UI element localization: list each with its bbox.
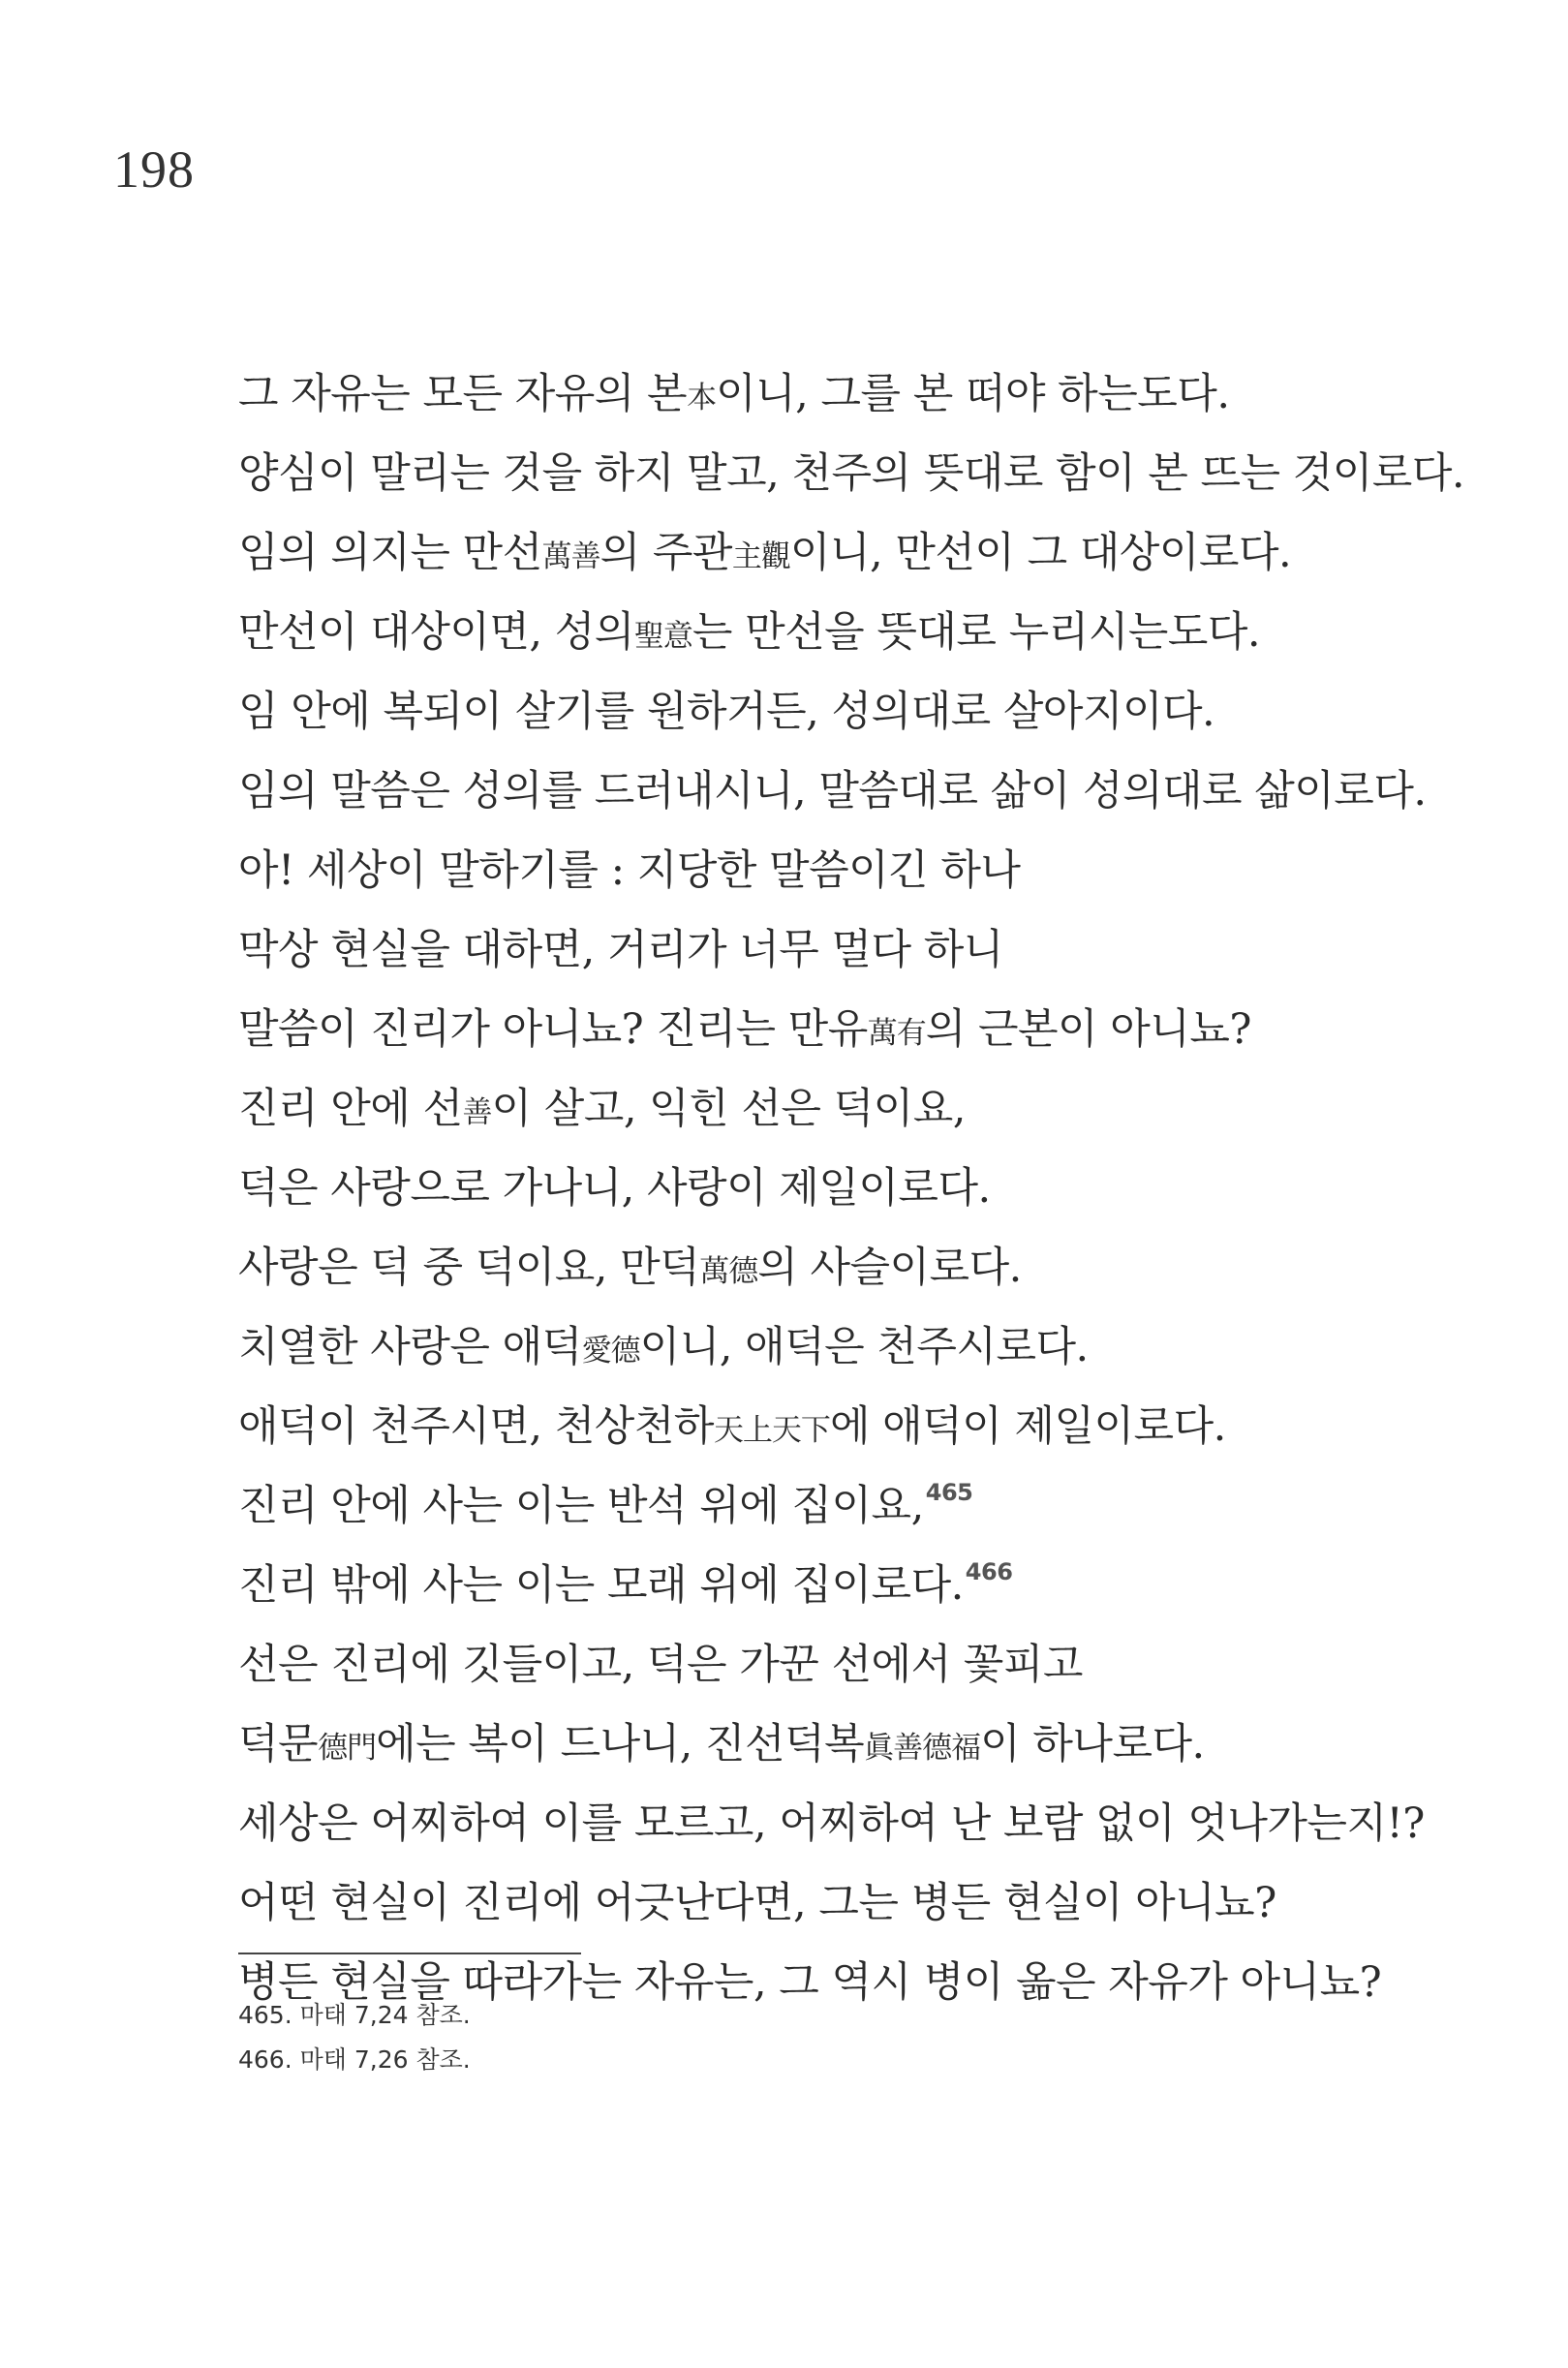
poem-line	[238, 1466, 1488, 1546]
line-text: 임 안에 복되이 살기를 원하거든, 성의대로 살아지이다.	[238, 688, 1215, 736]
hanja-gloss: 德門	[318, 1731, 377, 1766]
hanja-gloss: 本	[687, 381, 717, 415]
line-text: 선은 진리에 깃들이고, 덕은 가꾼 선에서 꽃피고	[238, 1641, 1083, 1689]
line-text: 이니, 애덕은 천주시로다.	[639, 1323, 1089, 1371]
poem-body	[238, 354, 1488, 2022]
line-text: 덕문	[238, 1720, 319, 1768]
poem-line	[238, 1863, 1488, 1943]
line-text: 말씀이 진리가 아니뇨? 진리는 만유	[238, 1005, 868, 1054]
footnote-marker: 466	[965, 1558, 1013, 1585]
line-text: 양심이 말리는 것을 하지 말고, 천주의 뜻대로 함이 본 뜨는 것이로다.	[238, 449, 1465, 498]
poem-line	[238, 1705, 1488, 1784]
footnote-465: 465. 마태 7,24 참조.	[238, 2001, 471, 2029]
line-text: 병든 현실을 따라가는 자유는, 그 역시 병이 옮은 자유가 아니뇨?	[238, 1958, 1382, 2007]
poem-line	[238, 672, 1488, 752]
poem-line	[238, 513, 1488, 593]
poem-line	[238, 1625, 1488, 1705]
footnote-marker: 465	[925, 1479, 973, 1506]
footnotes	[238, 1993, 471, 2082]
line-text: 는 만선을 뜻대로 누리시는도다.	[692, 608, 1261, 657]
poem-line	[238, 1228, 1488, 1307]
line-text: 의 근본이 아니뇨?	[925, 1005, 1251, 1054]
poem-line	[238, 1149, 1488, 1228]
line-text: 세상은 어찌하여 이를 모르고, 어찌하여 난 보람 없이 엇나가는지!?	[238, 1799, 1425, 1848]
footnote-466: 466. 마태 7,26 참조.	[238, 2045, 471, 2074]
poem-line	[238, 990, 1488, 1069]
poem-line	[238, 910, 1488, 990]
poem-line	[238, 752, 1488, 831]
line-text: 에는 복이 드나니, 진선덕복	[376, 1720, 865, 1768]
poem-line	[238, 1069, 1488, 1149]
line-text: 어떤 현실이 진리에 어긋난다면, 그는 병든 현실이 아니뇨?	[238, 1879, 1276, 1927]
poem-line	[238, 1546, 1488, 1625]
hanja-gloss: 萬有	[867, 1016, 926, 1051]
poem-line	[238, 434, 1488, 513]
line-text: 진리 안에 선	[238, 1085, 463, 1133]
line-text: 이 살고, 익힌 선은 덕이요,	[491, 1085, 966, 1133]
poem-line	[238, 1387, 1488, 1466]
line-text: 에 애덕이 제일이로다.	[829, 1402, 1226, 1451]
line-text: 진리 밖에 사는 이는 모래 위에 집이로다.	[238, 1561, 964, 1610]
line-text: 애덕이 천주시면, 천상천하	[238, 1402, 714, 1451]
line-text: 진리 안에 사는 이는 반석 위에 집이요,	[238, 1482, 924, 1530]
hanja-gloss: 主觀	[731, 539, 790, 574]
line-text: 의 주관	[600, 529, 732, 577]
line-text: 이 하나로다.	[980, 1720, 1205, 1768]
hanja-gloss: 聖意	[633, 619, 692, 654]
line-text: 임의 말씀은 성의를 드러내시니, 말씀대로 삶이 성의대로 삶이로다.	[238, 767, 1427, 815]
line-text: 만선이 대상이면, 성의	[238, 608, 634, 657]
line-text: 치열한 사랑은 애덕	[238, 1323, 582, 1371]
hanja-gloss: 眞善德福	[864, 1731, 981, 1766]
line-text: 의 사슬이로다.	[757, 1244, 1022, 1292]
hanja-gloss: 萬德	[699, 1254, 758, 1289]
line-text: 이니, 그를 본 떠야 하는도다.	[716, 370, 1230, 418]
hanja-gloss: 天上天下	[713, 1413, 830, 1448]
hanja-gloss: 善	[462, 1095, 492, 1130]
line-text: 이니, 만선이 그 대상이로다.	[789, 529, 1292, 577]
poem-line	[238, 1784, 1488, 1863]
line-text: 임의 의지는 만선	[238, 529, 542, 577]
hanja-gloss: 愛德	[581, 1334, 640, 1369]
poem-line	[238, 354, 1488, 434]
poem-line	[238, 1307, 1488, 1387]
line-text: 그 자유는 모든 자유의 본	[238, 370, 688, 418]
line-text: 아! 세상이 말하기를 : 지당한 말씀이긴 하나	[238, 846, 1021, 895]
poem-line	[238, 831, 1488, 910]
line-text: 막상 현실을 대하면, 거리가 너무 멀다 하니	[238, 926, 1003, 974]
hanja-gloss: 萬善	[541, 539, 600, 574]
line-text: 덕은 사랑으로 가나니, 사랑이 제일이로다.	[238, 1164, 991, 1213]
footnote-divider	[238, 1953, 581, 1954]
poem-line	[238, 593, 1488, 672]
line-text: 사랑은 덕 중 덕이요, 만덕	[238, 1244, 700, 1292]
page-number: 198	[113, 140, 195, 199]
